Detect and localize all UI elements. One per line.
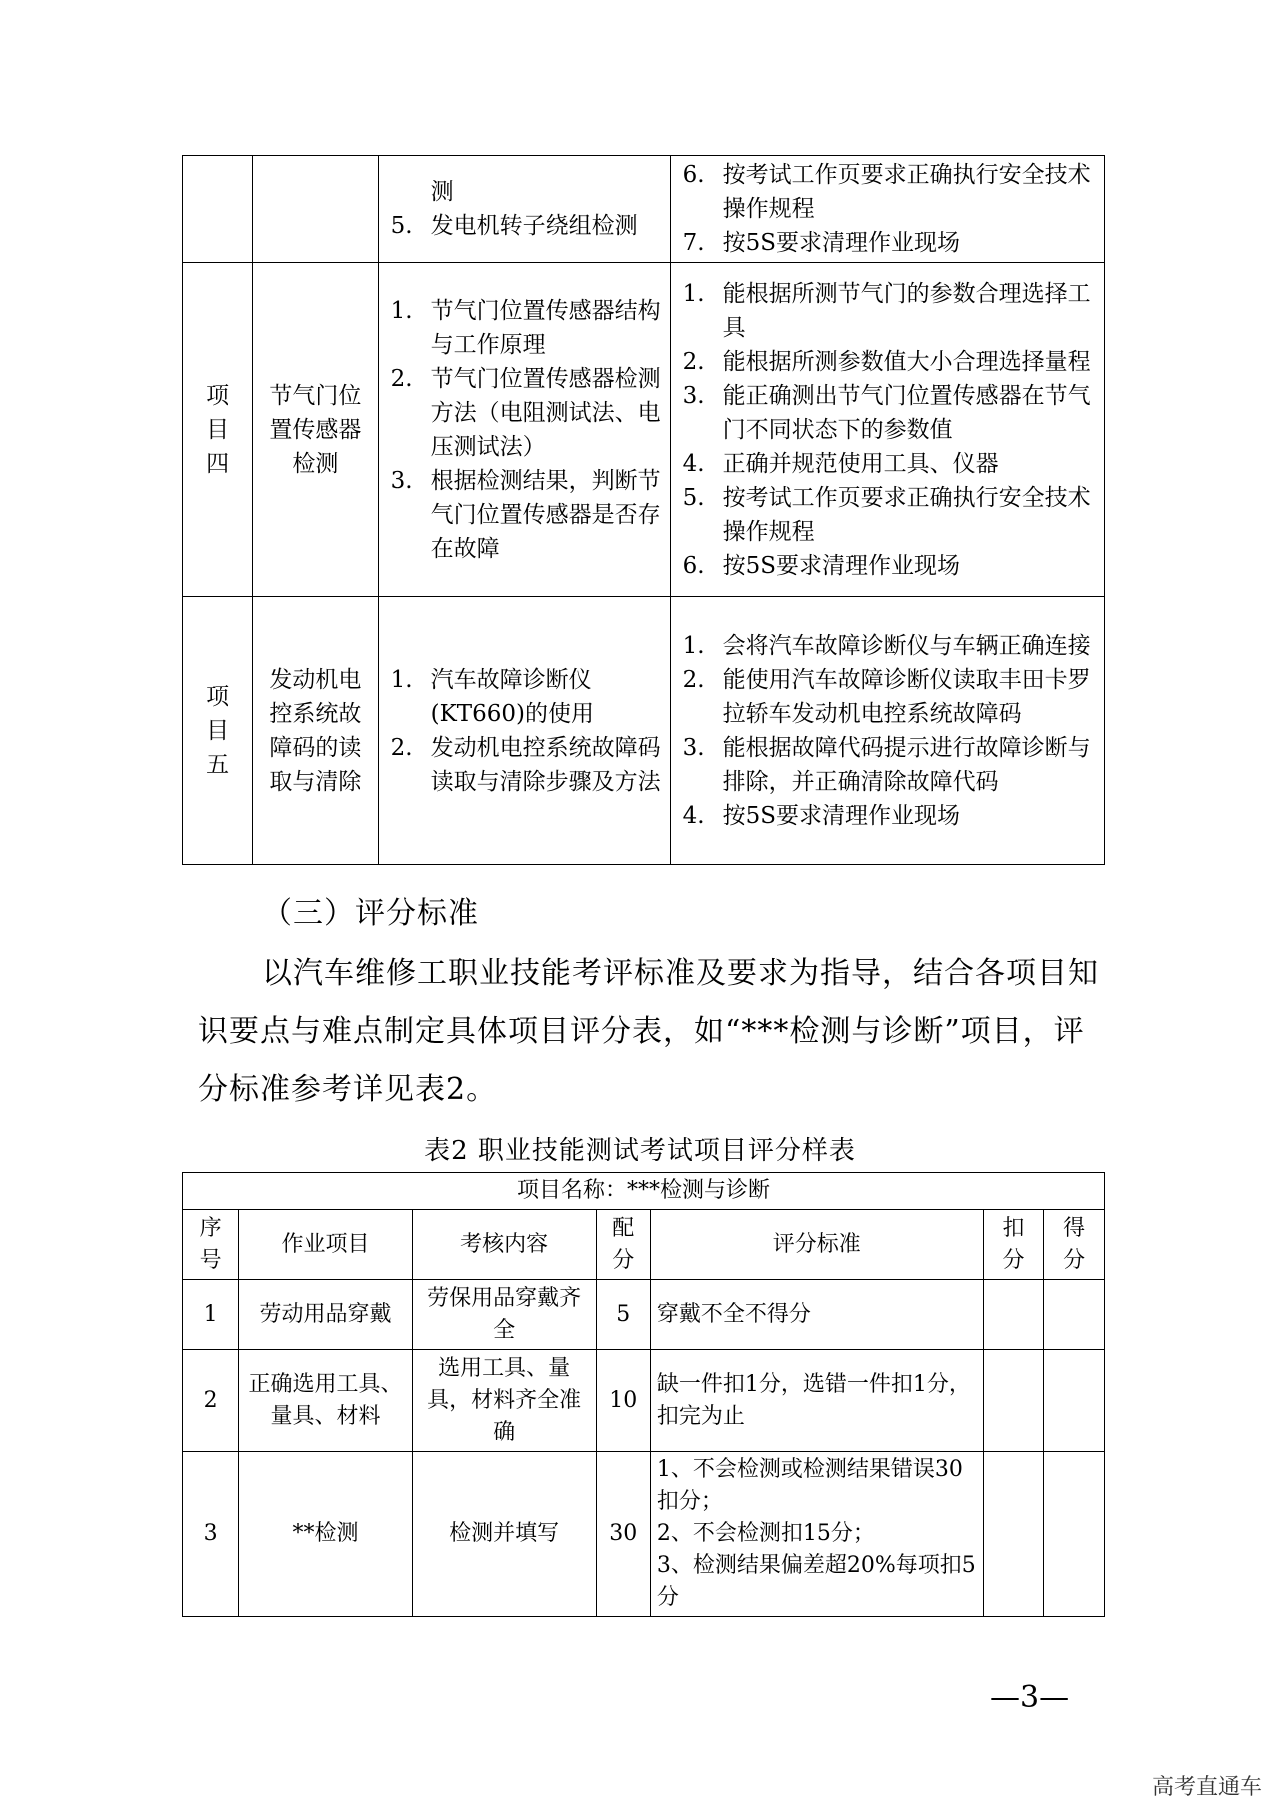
item-number: 1. [390,666,413,693]
item-number: 4. [682,802,705,829]
cell-content: 检测并填写 [412,1452,596,1617]
cell-deduct [983,1350,1044,1452]
item-number: 7. [682,230,705,256]
cell-criteria: 1、不会检测或检测结果错误30扣分； 2、不会检测扣15分； 3、检测结果偏差超20%每项扣5分 [650,1452,983,1617]
header-deduct [983,1210,1044,1280]
item-text: 能正确测出节气门位置传感器在节气门不同状态下的参数值 [722,382,1091,443]
knowledge-list [385,175,664,243]
list-item [677,481,1098,549]
item-number: 3. [682,734,705,761]
list-item [677,629,1098,663]
item-text: 发动机电控系统故障码读取与清除步骤及方法 [430,734,661,795]
list-item [677,549,1098,583]
table-row [183,1452,1105,1617]
item-text: 正确并规范使用工具、仪器 [722,450,999,477]
item-number [385,175,431,209]
project-cell [183,263,253,597]
project-cell [183,597,253,865]
item-text: 按5S要求清理作业现场 [722,802,960,829]
item-number: 6. [682,162,705,188]
item-number: 6. [682,552,705,579]
item-number: 1. [390,297,413,324]
header-criteria: 评分标准 [650,1210,983,1280]
section-heading: （三）评分标准 [262,896,479,931]
table-row [183,1350,1105,1452]
table-header-row [183,1210,1105,1280]
table-row [183,263,1105,597]
item-text: 节气门位置传感器结构与工作原理 [430,297,661,358]
project-name: 发动机电控系统故障码的读取与清除 [269,666,362,795]
item-number: 1. [682,632,705,659]
item-text: 能根据故障代码提示进行故障诊断与排除，并正确清除故障代码 [722,734,1091,795]
knowledge-cell [378,597,670,865]
table-row [183,1280,1105,1350]
cell-content: 劳保用品穿戴齐全 [412,1280,596,1350]
cell-deduct [983,1280,1044,1350]
list-item [385,294,664,362]
skill-list [677,158,1098,260]
cell-seq: 1 [183,1280,239,1350]
project-name-cell [253,597,378,865]
list-item [677,226,1098,260]
list-item [385,464,664,566]
skill-list [677,277,1098,583]
skill-cell [670,156,1104,263]
header-item: 作业项目 [239,1210,412,1280]
project-cell [183,156,253,263]
cell-content: 选用工具、量具，材料齐全准确 [412,1350,596,1452]
project-table-continued [182,155,1105,865]
item-text: 节气门位置传感器检测方法（电阻测试法、电压测试法） [430,365,661,460]
project-name: 节气门位置传感器检测 [269,382,362,477]
cell-got [1044,1350,1105,1452]
cell-score: 30 [596,1452,650,1617]
knowledge-list [385,294,664,566]
project-name-cell [253,156,378,263]
cell-deduct [983,1452,1044,1617]
list-item [677,799,1098,833]
header-text: 扣分 [1002,1215,1025,1273]
item-number: 2. [390,734,413,761]
cell-item: 劳动用品穿戴 [239,1280,412,1350]
skill-cell [670,597,1104,865]
project-name-title: 项目名称：***检测与诊断 [183,1173,1105,1210]
item-text: 发电机转子绕组检测 [430,213,638,239]
list-item [385,663,664,731]
cell-seq: 3 [183,1452,239,1617]
cell-criteria: 穿戴不全不得分 [650,1280,983,1350]
header-score [596,1210,650,1280]
watermark: 高考直通车 [1151,1775,1262,1800]
table-caption: 表2 职业技能测试考试项目评分样表 [424,1136,856,1166]
table-title-row [183,1173,1105,1210]
list-item [677,379,1098,447]
header-content: 考核内容 [412,1210,596,1280]
project-label: 项目五 [206,683,230,778]
cell-item: **检测 [239,1452,412,1617]
item-text: 按5S要求清理作业现场 [722,552,960,579]
skill-list [677,629,1098,833]
list-item [677,663,1098,731]
item-text: 会将汽车故障诊断仪与车辆正确连接 [722,632,1091,659]
item-text: 按考试工作页要求正确执行安全技术操作规程 [722,484,1091,545]
knowledge-cell [378,263,670,597]
page-number: —3— [990,1680,1070,1715]
item-number: 4. [682,450,705,477]
cell-score: 5 [596,1280,650,1350]
item-text: 按5S要求清理作业现场 [722,230,960,256]
knowledge-cell [378,156,670,263]
item-number: 2. [390,365,413,392]
header-text: 序号 [199,1215,222,1273]
item-number: 5. [390,213,413,239]
table-row [183,156,1105,263]
list-item [385,731,664,799]
body-paragraph [198,945,1108,1119]
item-number: 1. [682,280,705,307]
list-item [677,158,1098,226]
cell-got [1044,1280,1105,1350]
project-name-cell [253,263,378,597]
list-item [385,209,664,243]
list-item [677,731,1098,799]
item-text: 汽车故障诊断仪(KT660)的使用 [430,666,594,727]
header-got [1044,1210,1105,1280]
item-text: 测 [430,179,454,205]
item-number: 2. [682,348,705,375]
header-seq [183,1210,239,1280]
cell-criteria: 缺一件扣1分，选错一件扣1分，扣完为止 [650,1350,983,1452]
cell-item: 正确选用工具、量具、材料 [239,1350,412,1452]
item-text: 按考试工作页要求正确执行安全技术操作规程 [722,162,1091,222]
list-item [677,277,1098,345]
list-item [385,175,664,209]
item-number: 5. [682,484,705,511]
scoring-table [182,1172,1105,1617]
skill-cell [670,263,1104,597]
list-item [677,447,1098,481]
knowledge-list [385,663,664,799]
header-text: 得分 [1063,1215,1086,1273]
item-text: 能根据所测参数值大小合理选择量程 [722,348,1091,375]
header-text: 配分 [612,1215,635,1273]
item-text: 能使用汽车故障诊断仪读取丰田卡罗拉轿车发动机电控系统故障码 [722,666,1091,727]
list-item [677,345,1098,379]
table-row [183,597,1105,865]
cell-seq: 2 [183,1350,239,1452]
cell-got [1044,1452,1105,1617]
item-text: 能根据所测节气门的参数合理选择工具 [722,280,1091,341]
item-number: 3. [390,467,413,494]
cell-score: 10 [596,1350,650,1452]
item-text: 根据检测结果，判断节气门位置传感器是否存在故障 [430,467,661,562]
project-label: 项目四 [206,382,230,477]
item-number: 3. [682,382,705,409]
list-item [385,362,664,464]
item-number: 2. [682,666,705,693]
paragraph-text: 以汽车维修工职业技能考评标准及要求为指导，结合各项目知识要点与难点制定具体项目评分表，如“***检测与诊断”项目，评分标准参考详见表2。 [198,956,1099,1107]
